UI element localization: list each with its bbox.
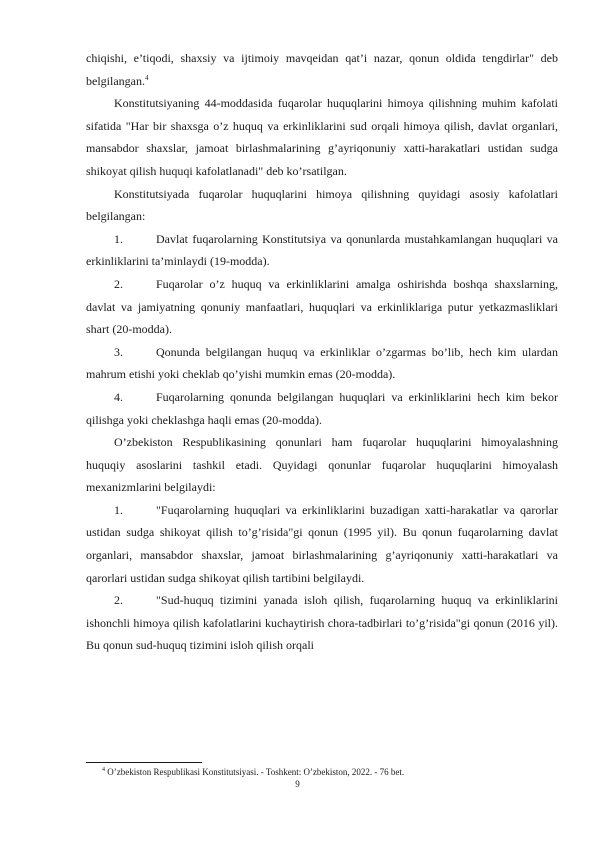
list-item-number: 1. (114, 231, 123, 246)
list-item-number: 2. (114, 593, 123, 608)
list-item-number: 3. (114, 344, 123, 359)
list-item-text: Qonunda belgilangan huquq va erkinliklar o’zgarmas bo’lib, hech kim ulardan mahrum etishi yoki cheklab qo’yishi mumkin emas (20-modda). (86, 344, 558, 382)
list-item (86, 273, 558, 341)
list-item (86, 386, 558, 431)
list-item-text: "Fuqarolarning huquqlari va erkinliklarini buzadigan xatti-harakatlar va qarorlar ustidan sudga shikoyat qilish to’g’risida"gi qonun (1995 yil). Bu qonun fuqarolarning davlat organlari, mansabdor shaxslar, jamoat birlashmalarining g’ayriqonuniy xatti-harakatlari va qarorlari ustidan sudga shikoyat qilish tartibini belgilaydi. (86, 502, 558, 585)
list-item (86, 341, 558, 386)
list-item-text: "Sud-huquq tizimini yanada isloh qilish, fuqarolarning huquq va erkinliklarini ishonchli himoya qilish kafolatlarini kuchaytirish chora-tadbirlari to’g’risida"gi qonun (2016 yil). Bu qonun sud-huquq tizimini isloh qilish orqali (86, 593, 558, 653)
paragraph-laws-intro: O’zbekiston Respublikasining qonunlari ham fuqarolar huquqlarini himoyalashning huquqiy asoslarini tashkil etadi. Quyidagi qonunlar fuqarolar huquqlarini himoyalash mexanizmlarini belgilaydi: (86, 435, 558, 495)
paragraph-guarantees-intro: Konstitutsiyada fuqarolar huquqlarini himoya qilishning quyidagi asosiy kafolatlari belgilangan: (86, 186, 558, 224)
paragraph-continuation: chiqishi, e’tiqodi, shaxsiy va ijtimoiy mavqeidan qat’i nazar, qonun oldida tengdirlar" deb belgilangan.$^4$ (86, 51, 558, 88)
footnote-text: O’zbekiston Respublikasi Konstitutsiyasi. - Toshkent: O’zbekiston, 2022. - 76 bet. (107, 767, 405, 777)
list-item-number: 1. (114, 502, 123, 517)
paragraph-article-44: Konstitutsiyaning 44-moddasida fuqarolar huquqlarini himoya qilishning muhim kafolati sifatida "Har bir shaxsga o’z huquq va erkinliklarini sud orqali himoya qilish, davlat organlari, mansabdor shaxslar, jamoat birlashmalarining g’ayriqonuniy xatti-harakatlari ustidan sudga shikoyat qilish huquqi kafolatlanadi" deb ko’rsatilgan. (86, 96, 558, 178)
list-item-number: 4. (114, 389, 123, 404)
footnote-divider (86, 762, 202, 763)
page-body (86, 47, 558, 657)
page-number: 9 (295, 779, 300, 789)
list-item-text: Davlat fuqarolarning Konstitutsiya va qonunlarda mustahkamlangan huquqlari va erkinliklarini ta’minlaydi (19-modda). (86, 231, 558, 269)
list-item (86, 499, 558, 589)
list-item-text: Fuqarolar o’z huquq va erkinliklarini amalga oshirishda boshqa shaxslarning, davlat va jamiyatning qonuniy manfaatlari, huquqlari va erkinliklariga putur yetkazmasliklari shart (20-modda). (86, 276, 558, 337)
footnote (102, 766, 404, 778)
list-item (86, 589, 558, 657)
list-item-text: Fuqarolarning qonunda belgilangan huquqlari va erkinliklarini hech kim bekor qilishga yoki cheklashga haqli emas (20-modda). (86, 389, 558, 427)
footnote-marker: 4 (102, 767, 105, 773)
list-item (86, 228, 558, 273)
footnote-ref: 4 (144, 73, 149, 82)
list-item-number: 2. (114, 276, 123, 291)
